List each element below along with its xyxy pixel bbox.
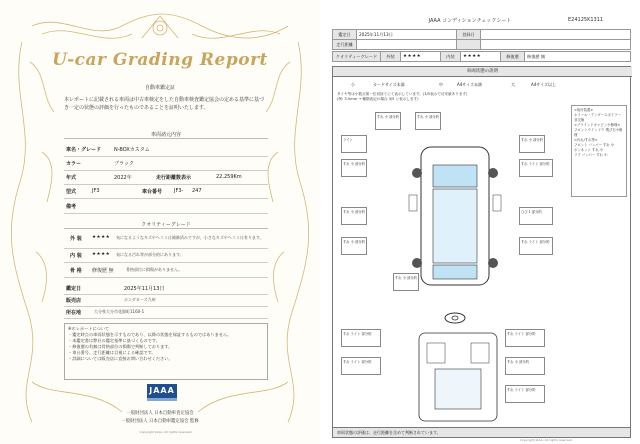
- damage-box: [519, 135, 545, 153]
- repair-label: 骨 格: [70, 268, 82, 274]
- damage-label: すれ 小 部分的: [377, 115, 399, 119]
- odometer-value: 22,259Km: [216, 174, 242, 180]
- sheet-empty-label: [457, 40, 481, 50]
- certificate-title: U-car Grading Report: [52, 50, 268, 70]
- inspection-date-row: [64, 285, 268, 295]
- sheet-footer-note: 車両状態の評価は、走行距離を含めて判断されています。: [332, 428, 631, 438]
- remarks-label: 備考: [66, 204, 77, 210]
- chassis-prefix: JF3-: [174, 188, 184, 194]
- association-name: 一般財団法人 日本自動車査定協会: [126, 411, 194, 416]
- damage-box: [341, 207, 367, 225]
- size-large: 大: [511, 82, 515, 87]
- vehicle-section-heading: 車両諸元内容: [64, 131, 268, 139]
- legend-line: <ブラインドキャビン小修理>: [574, 123, 621, 127]
- damage-box: [375, 112, 401, 130]
- sheet-mileage-value: [357, 40, 457, 50]
- damage-box: [341, 135, 367, 153]
- sheet-rep-label: 修復歴: [501, 52, 525, 62]
- vehicle-name-label: 車名・グレード: [66, 147, 102, 153]
- repair-value: 修復歴 無: [92, 268, 114, 274]
- exterior-stars: ★★★★: [92, 235, 111, 240]
- damage-label: すれ ライト 部分的: [507, 388, 536, 392]
- note-line: ・本鑑定書は弊社の鑑定基準に基づくものです。: [68, 338, 160, 343]
- damage-box: [341, 329, 381, 347]
- logo-stripe: [147, 398, 177, 401]
- damage-box: [505, 329, 545, 347]
- size-legend-row: [333, 81, 632, 89]
- color-label: カラー: [66, 161, 82, 167]
- dealer-row: [64, 297, 268, 307]
- quality-section-heading: クオリティーグレード: [64, 221, 268, 229]
- color-value: ブラック: [114, 161, 134, 167]
- damage-box: [341, 237, 367, 255]
- size-small-desc: カードサイズ未満: [373, 82, 405, 87]
- sheet-title: JAAA コンディションチェックシート: [428, 18, 512, 24]
- legend-line: <取付装置>: [574, 108, 594, 112]
- damage-label: ライト: [343, 138, 353, 142]
- vehicle-diagram-panel: [332, 66, 631, 428]
- damage-box: [519, 237, 553, 255]
- note-line: ・修復歴の有無は骨格部位の損傷で判断しております。: [68, 344, 173, 349]
- jaaa-logo: JAAA: [147, 384, 177, 398]
- repair-description: 骨格部位に損傷がありません。: [126, 267, 183, 272]
- sheet-info-table: [332, 29, 631, 50]
- sheet-date-value: 2025年11月13日: [357, 30, 457, 40]
- legend-line: <汚れ/すれ等>: [574, 138, 598, 142]
- note-line: ・鑑定時点の車両状態を示すものであり、以降の状態を保証するものではありません。: [68, 332, 232, 337]
- damage-label: すれ ライト 部分的: [521, 240, 550, 244]
- damage-box: [519, 159, 553, 177]
- size-medium: 中: [439, 82, 443, 87]
- color-row: [64, 160, 268, 171]
- damage-box: [393, 273, 419, 291]
- odometer-label: 走行距離数表示: [156, 175, 192, 181]
- exterior-row: [64, 235, 268, 249]
- damage-box: [341, 159, 367, 177]
- legend-line: ホイール・アンダースポイラー 非交換: [574, 113, 621, 122]
- interior-stars: ★★★★: [92, 252, 111, 257]
- legend-line: フロントウインドウ 飛び石小修理: [574, 128, 623, 137]
- damage-label: すれ 小 部分的: [343, 240, 365, 244]
- damage-label: すれ 小 部分的: [343, 210, 365, 214]
- model-label: 型式: [66, 189, 77, 195]
- sheet-empty-value: [481, 40, 631, 50]
- interior-label: 内 装: [70, 253, 82, 259]
- measurement-note: [337, 92, 627, 102]
- damage-box: [519, 207, 553, 225]
- condition-sheet-page: [320, 0, 640, 444]
- legend-line: フロント バンパー すれ 小: [574, 143, 615, 147]
- damage-box: [415, 112, 441, 130]
- damage-label: すれ 小 部分的: [343, 162, 365, 166]
- car-interior-view: [413, 329, 503, 425]
- inspection-date-label: 鑑定日: [66, 286, 82, 292]
- dealer-value: ホンダカーズ九州: [124, 297, 156, 302]
- exterior-label: 外 装: [70, 236, 82, 242]
- address-row: [64, 309, 268, 319]
- sheet-int-label: 内装: [441, 52, 461, 62]
- intro-text: 本レポートに記載される車両は中古車検定をした自動車検査鑑定協会の定める基準に基づき一定の状態の評価を行ったものであることを証明いたします。: [64, 97, 265, 111]
- size-small: 小: [351, 82, 355, 87]
- size-medium-desc: A4サイズ未満: [457, 82, 482, 87]
- address-label: 所在地: [66, 310, 82, 316]
- legend-line: リア バンパー すれ 小: [574, 153, 608, 157]
- sheet-reg-value: [481, 30, 631, 40]
- copyright-right: Copyright JAAA. All rights reserved.: [520, 438, 573, 442]
- damage-label: すれ 小 部分的: [395, 276, 417, 280]
- measurement-note-line-2: (例: 3.5mm → 種類表記の場合 3/5 と表示します): [337, 97, 419, 101]
- sheet-rep-value: 修復歴 無: [525, 52, 631, 62]
- vehicle-name-row: [64, 146, 268, 157]
- year-row: [64, 174, 268, 185]
- legend-line: ボンネット すれ 小: [574, 148, 604, 152]
- address-value: 大分県大分市花園町1160-1: [94, 309, 145, 314]
- notes-title: ※ホレポートについて: [68, 326, 110, 331]
- remarks-row: [64, 203, 268, 214]
- sheet-int-stars: ★★★★: [461, 52, 501, 62]
- notes-box: [64, 323, 268, 380]
- interior-row: [64, 252, 268, 263]
- exterior-description: 気になるようなキズやヘコミは補修済みですが、小さなキズやヘコミは有ります。: [116, 235, 264, 240]
- steering-wheel-icon: [443, 311, 467, 325]
- copyright-left: Copyright JAAA. All rights reserved.: [139, 430, 193, 434]
- sheet-date-label: 鑑定日: [333, 30, 357, 40]
- damage-label: すれ 小 部分的: [417, 115, 439, 119]
- damage-box: [505, 357, 545, 375]
- damage-box: [505, 385, 545, 403]
- damage-label: すれ ライト 部分的: [521, 162, 550, 166]
- damage-box: [341, 357, 381, 375]
- note-line: ・車台番号、走行距離は目視による確認です。: [68, 350, 156, 355]
- model-value: JF3: [92, 188, 100, 194]
- sheet-mileage-label: 走行距離: [333, 40, 357, 50]
- dealer-label: 販売店: [66, 298, 82, 304]
- model-row: [64, 188, 268, 199]
- damage-label: すれ ライト 部分的: [343, 360, 372, 364]
- chassis-label: 車台番号: [142, 189, 163, 195]
- diagram-title: 車両状態の説明: [333, 67, 632, 77]
- sheet-grade-table: [332, 51, 631, 62]
- size-large-desc: A4サイズ以上: [531, 82, 556, 87]
- vehicle-name-value: N-BOXカスタム: [114, 147, 150, 153]
- damage-label: すれ ライト 部分的: [507, 332, 536, 336]
- damage-label: ひび 1 部分的: [521, 210, 542, 214]
- measurement-note-line-1: タイヤ等は小数点第一位切捨てにて表示しています。(3/5表示で目安値あります): [337, 92, 468, 96]
- sheet-reg-label: 登録日: [457, 30, 481, 40]
- interior-description: 気になる汚れ等が部分的にあります。: [116, 252, 184, 257]
- sheet-number: E24125K1311: [568, 17, 604, 23]
- association-supervision: 一般財団法人 日本自動車鑑定協会 監修: [121, 419, 199, 424]
- car-top-view: [399, 127, 511, 297]
- year-label: 年式: [66, 175, 77, 181]
- note-line: ・詳細については販売店に直接お問い合わせください。: [68, 356, 173, 361]
- damage-label: すれ ライト 部分的: [343, 332, 372, 336]
- certificate-subtitle: 自動車鑑定証: [144, 85, 175, 91]
- chassis-value: 247: [192, 188, 202, 194]
- damage-label: すれ 小 部分的: [521, 138, 543, 142]
- repair-row: [64, 267, 268, 278]
- sheet-quality-label: クオリティーグレード: [333, 52, 381, 62]
- sheet-ext-label: 外装: [381, 52, 401, 62]
- year-value: 2022年: [114, 175, 132, 181]
- sheet-ext-stars: ★★★★: [401, 52, 441, 62]
- damage-label: すれ 小 部分的: [507, 360, 529, 364]
- inspection-date-value: 2025年11月13日: [124, 286, 165, 292]
- equipment-legend: [571, 105, 627, 197]
